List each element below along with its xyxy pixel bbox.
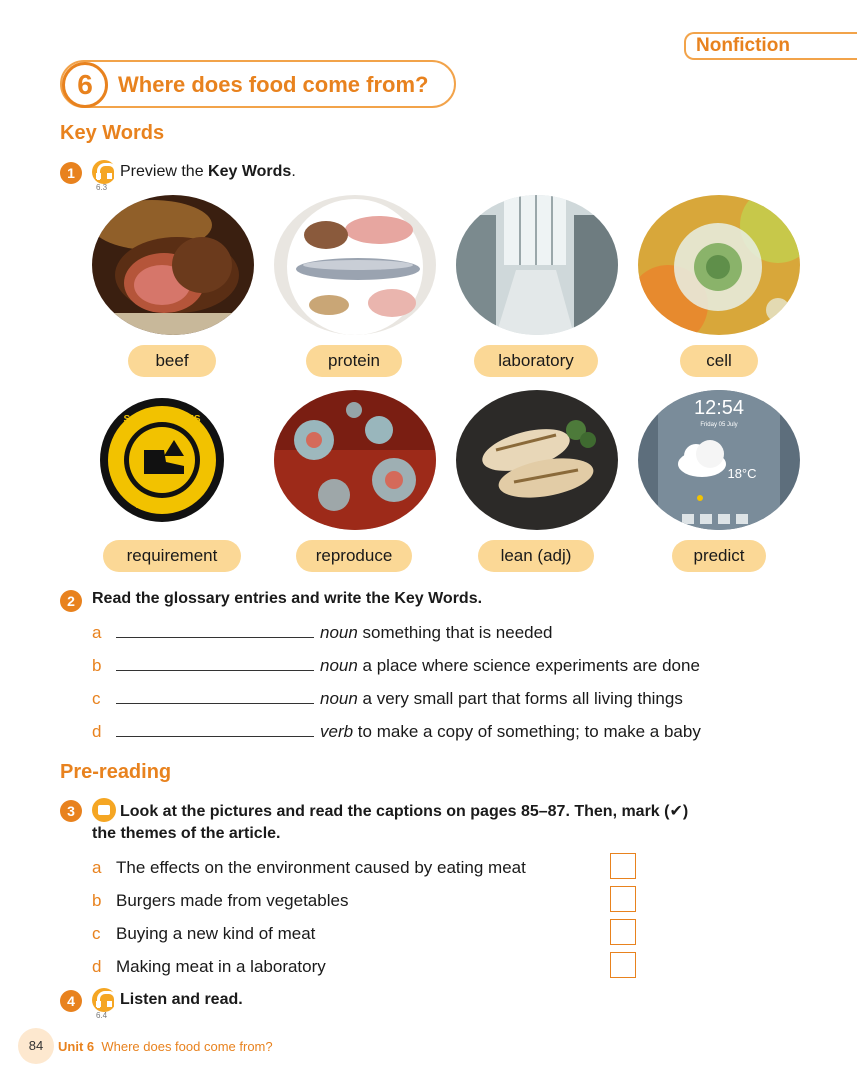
answer-blank[interactable]	[116, 723, 314, 737]
word-label-lean: lean (adj)	[478, 540, 594, 572]
theme-item: d Making meat in a laboratory	[92, 957, 326, 976]
predict-picture	[638, 390, 800, 530]
glossary-item: b noun a place where science experiments are done	[92, 656, 700, 675]
item-letter: a	[92, 623, 102, 642]
item-letter: c	[92, 689, 101, 708]
item-letter: d	[92, 722, 102, 741]
laboratory-picture	[456, 195, 618, 335]
safety-sign-bottom-text: REQUIRED	[135, 500, 189, 511]
safety-sign-top-text: SAFETY SHOES	[123, 414, 201, 425]
answer-blank[interactable]	[116, 624, 314, 638]
weather-time: 12:54	[693, 397, 745, 419]
item-letter: b	[92, 656, 102, 675]
unit-title-banner	[60, 60, 456, 108]
protein-picture	[274, 195, 436, 335]
nonfiction-tab: Nonfiction	[684, 32, 857, 60]
book-icon	[92, 798, 116, 822]
word-label-cell: cell	[680, 345, 758, 377]
exercise-2-instruction: Read the glossary entries and write the Key Words.	[92, 590, 483, 607]
theme-checkbox[interactable]	[610, 952, 636, 978]
theme-item: a The effects on the environment caused by eating meat	[92, 858, 526, 877]
audio-icon[interactable]	[92, 988, 116, 1012]
glossary-item: a noun something that is needed	[92, 623, 553, 642]
glossary-item: d verb to make a copy of something; to make a baby	[92, 722, 701, 741]
unit-title: Where does food come from?	[118, 72, 429, 97]
theme-checkbox[interactable]	[610, 919, 636, 945]
lean-picture	[456, 390, 618, 530]
beef-picture	[92, 195, 254, 335]
exercise-4-number: 4	[60, 990, 82, 1012]
word-label-protein: protein	[306, 345, 402, 377]
theme-item: c Buying a new kind of meat	[92, 924, 316, 943]
weather-temperature: 18°C	[727, 466, 757, 481]
theme-checkbox[interactable]	[610, 853, 636, 879]
cell-picture	[638, 195, 800, 335]
word-label-beef: beef	[128, 345, 216, 377]
page-number: 84	[18, 1028, 54, 1064]
word-label-reproduce: reproduce	[296, 540, 412, 572]
footer-unit-title: Unit 6 Where does food come from?	[58, 1039, 273, 1054]
key-words-heading: Key Words	[60, 122, 165, 144]
theme-checkbox[interactable]	[610, 886, 636, 912]
exercise-3-instruction-line2: the themes of the article.	[92, 825, 281, 842]
exercise-1-number: 1	[60, 162, 82, 184]
glossary-item: c noun a very small part that forms all living things	[92, 689, 683, 708]
exercise-4-instruction: Listen and read.	[120, 991, 243, 1008]
word-label-requirement: requirement	[103, 540, 241, 572]
reproduce-picture	[274, 390, 436, 530]
audio-track-number: 6.4	[96, 1011, 108, 1020]
weather-date: Friday 05 July	[700, 422, 738, 428]
pre-reading-heading: Pre-reading	[60, 761, 172, 783]
theme-item: b Burgers made from vegetables	[92, 891, 349, 910]
word-label-laboratory: laboratory	[474, 345, 598, 377]
word-label-predict: predict	[672, 540, 766, 572]
audio-icon[interactable]	[92, 160, 116, 184]
exercise-1-instruction: Preview the Key Words.	[120, 163, 296, 180]
exercise-2-number: 2	[60, 590, 82, 612]
answer-blank[interactable]	[116, 690, 314, 704]
exercise-3-instruction-line1: Look at the pictures and read the captions on pages 85–87. Then, mark (✔)	[120, 803, 689, 820]
exercise-3-number: 3	[60, 800, 82, 822]
answer-blank[interactable]	[116, 657, 314, 671]
audio-track-number: 6.3	[96, 183, 108, 192]
unit-number: 6	[62, 62, 108, 108]
requirement-picture	[92, 390, 254, 530]
